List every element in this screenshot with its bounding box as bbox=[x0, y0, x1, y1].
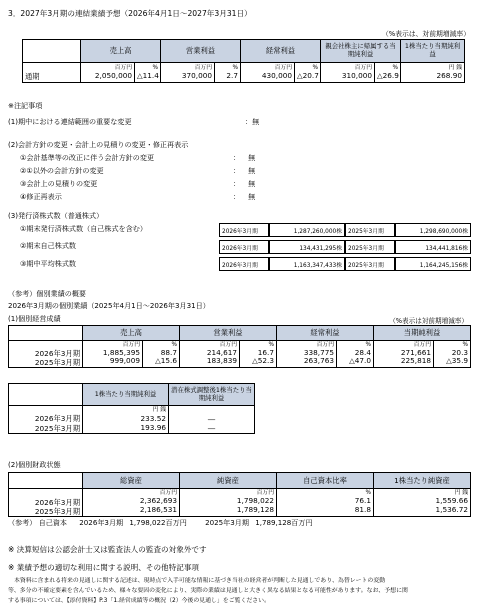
unit: % bbox=[268, 341, 275, 348]
forecast-value: 430,000 bbox=[261, 70, 293, 80]
shares-value: 1,164,245,156株 bbox=[395, 257, 471, 271]
nonconsol-section1: (1)個別経営成績 bbox=[8, 314, 61, 323]
unit: 百万円 bbox=[194, 64, 213, 71]
fin-header-total-assets: 総資産 bbox=[83, 473, 180, 489]
shares-row3-label: ③期中平均株式数 bbox=[20, 259, 77, 268]
notes-value: 無 bbox=[248, 192, 256, 201]
unit: % bbox=[392, 64, 399, 71]
forecast-row-label: 通期 bbox=[23, 63, 81, 83]
results-value: 16.7 bbox=[257, 347, 275, 357]
results-value: 1,885,395 bbox=[102, 347, 140, 357]
shares-period: 2025年3月期 bbox=[345, 257, 395, 271]
unit: % bbox=[152, 64, 159, 71]
notes-item1-value: ：無 bbox=[245, 117, 260, 126]
eps-header-basic: 1株当たり当期純利益 bbox=[83, 384, 169, 406]
notes-item2-sub3-value: ： 無 bbox=[233, 179, 256, 188]
forecast-value: △26.9 bbox=[377, 70, 399, 80]
equity-ref-value1: 1,798,022百万円 bbox=[129, 518, 187, 527]
results-value: △35.9 bbox=[446, 356, 469, 366]
forecast-header-ordinary: 経常利益 bbox=[241, 40, 321, 63]
forecast-value: 268.90 bbox=[436, 70, 463, 80]
forecast-value: 310,000 bbox=[341, 70, 373, 80]
fin-value: 1,536.72 bbox=[435, 504, 468, 514]
results-value: △52.3 bbox=[252, 356, 275, 366]
results-row-labels bbox=[9, 341, 83, 368]
notes-item3-label: (3)発行済株式数（普通株式） bbox=[8, 211, 104, 220]
results-value: 338,775 bbox=[303, 347, 335, 357]
forecast-value: 370,000 bbox=[181, 70, 213, 80]
fin-header-net-assets: 純資産 bbox=[180, 473, 277, 489]
shares-period: 2025年3月期 bbox=[345, 223, 395, 237]
results-header-sales: 売上高 bbox=[83, 326, 180, 341]
forecast-table bbox=[22, 39, 465, 83]
nonconsol-results-table bbox=[8, 325, 471, 368]
shares-row2-label: ②期末自己株式数 bbox=[20, 241, 77, 250]
unit: 百万円 bbox=[274, 64, 293, 71]
shares-value: 1,298,690,000株 bbox=[395, 223, 471, 237]
results-value: 271,661 bbox=[400, 347, 432, 357]
unit: % bbox=[462, 341, 469, 348]
shares-row1-label: ①期末発行済株式数（自己株式を含む） bbox=[20, 224, 147, 233]
unit: 百万円 bbox=[413, 341, 432, 348]
unit: 円 銭 bbox=[152, 406, 166, 413]
forecast-heading: 3．2027年3月期の連結業績予想（2026年4月1日～2027年3月31日） bbox=[8, 9, 252, 18]
shares-value: 1,287,260,000株 bbox=[269, 223, 345, 237]
unit: 百万円 bbox=[122, 341, 140, 348]
forecast-usage-title: ※ 業績予想の適切な利用に関する説明、その他特記事項 bbox=[8, 563, 200, 572]
forecast-usage-line1: 本資料に含まれる将来の見通しに関する記述は、現時点で入手可能な情報に基づき当社の経営者が判断した見通しであり、為替レートの変動 bbox=[14, 578, 386, 584]
fin-header-bps: 1株当たり純資産 bbox=[374, 473, 471, 489]
results-value: 183,839 bbox=[206, 356, 238, 366]
notes-item2-label: (2)会計方針の変更・会計上の見積りの変更・修正再表示 bbox=[8, 140, 189, 149]
eps-label-2025: 2025年3月期 bbox=[34, 423, 80, 433]
notes-title: ※注記事項 bbox=[8, 101, 43, 110]
nonconsol-section2: (2)個別財政状態 bbox=[8, 460, 61, 469]
forecast-value: 2,050,000 bbox=[94, 70, 132, 80]
results-value: 263,763 bbox=[303, 356, 335, 366]
results-label-2025: 2025年3月期 bbox=[34, 357, 80, 367]
notes-item2-sub3: ③会計上の見積りの変更 bbox=[20, 179, 98, 188]
forecast-usage-line2: 等、多分の不確定要素を含んでいるため、様々な要因の変化により、実際の業績は見通しと大きく異なる結果となる可能性があります。なお、予想に関 bbox=[8, 588, 408, 594]
results-value: △15.6 bbox=[155, 356, 178, 366]
fin-value: 81.8 bbox=[354, 504, 371, 514]
audit-note: ※ 決算短信は公認会計士又は監査法人の監査の対象外です bbox=[8, 545, 207, 554]
fin-value: 76.1 bbox=[354, 496, 371, 506]
eps-row-labels bbox=[9, 406, 83, 434]
forecast-header-sales: 売上高 bbox=[81, 40, 161, 63]
eps-header-diluted: 潜在株式調整後1株当たり当期純利益 bbox=[169, 384, 255, 406]
notes-item2-sub2-value: ： 無 bbox=[233, 166, 256, 175]
forecast-header-net-income: 親会社株主に帰属する当期純利益 bbox=[321, 40, 401, 63]
unit: 百万円 bbox=[354, 64, 373, 71]
unit: 百万円 bbox=[256, 490, 274, 497]
shares-value: 134,441,816株 bbox=[395, 240, 471, 254]
unit: 百万円 bbox=[316, 341, 335, 348]
forecast-header-eps: 1株当たり当期純利益 bbox=[401, 40, 465, 63]
results-value: 28.4 bbox=[354, 347, 372, 357]
forecast-corner bbox=[23, 40, 81, 63]
fin-corner bbox=[9, 473, 83, 489]
equity-ref bbox=[8, 518, 313, 528]
notes-item2-sub4-value: ： 無 bbox=[233, 192, 256, 201]
results-value: 999,009 bbox=[109, 356, 140, 366]
nonconsol-title: （参考）個別業績の概要 bbox=[8, 289, 87, 298]
fin-label-2026: 2026年3月期 bbox=[34, 497, 80, 507]
forecast-percent-note: （%表示は、対前期増減率） bbox=[381, 30, 470, 38]
notes-item2-sub1-value: ： 無 bbox=[233, 153, 256, 162]
forecast-usage-line3: する事項については、【添付資料】P.3「1.経営成績等の概況（2）今後の見通し」をご覧ください。 bbox=[8, 598, 270, 604]
results-value: 88.7 bbox=[160, 347, 178, 357]
eps-label-2026: 2026年3月期 bbox=[34, 414, 80, 424]
unit: % bbox=[312, 64, 319, 71]
equity-ref-value2: 1,789,128百万円 bbox=[255, 518, 313, 527]
equity-ref-period1: 2026年3月期 bbox=[79, 518, 124, 527]
notes-item2-sub1: ①会計基準等の改正に伴う会計方針の変更 bbox=[20, 153, 155, 162]
unit: 百万円 bbox=[114, 64, 132, 71]
notes-value: 無 bbox=[248, 166, 256, 175]
equity-ref-period2: 2025年3月期 bbox=[205, 518, 249, 527]
fin-label-2025: 2025年3月期 bbox=[34, 506, 80, 516]
shares-value: 134,431,295株 bbox=[269, 240, 345, 254]
nonconsol-subtitle: 2026年3月期の個別業績（2025年4月1日～2026年3月31日） bbox=[8, 301, 210, 310]
fin-header-equity-ratio: 自己資本比率 bbox=[277, 473, 374, 489]
unit: % bbox=[232, 64, 239, 71]
nonconsol-financial-table bbox=[8, 472, 471, 517]
forecast-value: 2.7 bbox=[226, 70, 239, 80]
eps-corner bbox=[9, 384, 83, 406]
nonconsol-eps-table bbox=[8, 383, 255, 434]
unit: 百万円 bbox=[159, 490, 177, 497]
shares-period: 2026年3月期 bbox=[219, 240, 269, 254]
fin-value: 1,789,128 bbox=[236, 504, 274, 514]
results-value: 225,818 bbox=[400, 356, 432, 366]
fin-value: 1,798,022 bbox=[236, 496, 274, 506]
notes-value: 無 bbox=[248, 153, 256, 162]
results-value: △47.0 bbox=[349, 356, 372, 366]
results-value: 214,617 bbox=[206, 347, 238, 357]
notes-item1-value-text: 無 bbox=[252, 117, 260, 126]
unit: 円 銭 bbox=[454, 490, 468, 497]
eps-value: ― bbox=[207, 414, 216, 424]
unit: 百万円 bbox=[219, 341, 238, 348]
shares-table bbox=[219, 220, 471, 274]
notes-item1-label: (1)期中における連結範囲の重要な変更 bbox=[8, 117, 132, 126]
unit: 円 銭 bbox=[448, 64, 463, 71]
shares-period: 2026年3月期 bbox=[219, 257, 269, 271]
nonconsol-percent-note: （%表示は対前期増減率） bbox=[389, 317, 468, 325]
unit: % bbox=[365, 341, 372, 348]
results-header-net: 当期純利益 bbox=[374, 326, 471, 341]
shares-period: 2026年3月期 bbox=[219, 223, 269, 237]
fin-value: 1,559.66 bbox=[435, 496, 468, 506]
results-label-2026: 2026年3月期 bbox=[34, 348, 80, 358]
forecast-value: △20.7 bbox=[297, 70, 319, 80]
fin-value: 2,186,531 bbox=[139, 504, 177, 514]
forecast-header-operating: 営業利益 bbox=[161, 40, 241, 63]
notes-item2-sub2: ②①以外の会計方針の変更 bbox=[20, 166, 104, 175]
fin-row-labels bbox=[9, 489, 83, 517]
notes-item2-sub4: ④修正再表示 bbox=[20, 192, 62, 201]
eps-value: ― bbox=[207, 423, 216, 433]
unit: % bbox=[365, 490, 371, 497]
results-header-ordinary: 経常利益 bbox=[277, 326, 374, 341]
equity-ref-label: （参考） 自己資本 bbox=[8, 518, 68, 527]
results-value: 20.3 bbox=[451, 347, 469, 357]
forecast-value: △11.4 bbox=[137, 70, 159, 80]
eps-value: 233.52 bbox=[140, 414, 166, 423]
results-corner bbox=[9, 326, 83, 341]
shares-value: 1,163,347,433株 bbox=[269, 257, 345, 271]
notes-value: 無 bbox=[248, 179, 256, 188]
shares-period: 2025年3月期 bbox=[345, 240, 395, 254]
eps-value: 193.96 bbox=[140, 423, 166, 433]
fin-value: 2,362,693 bbox=[139, 496, 177, 506]
unit: % bbox=[171, 341, 178, 348]
results-header-operating: 営業利益 bbox=[180, 326, 277, 341]
